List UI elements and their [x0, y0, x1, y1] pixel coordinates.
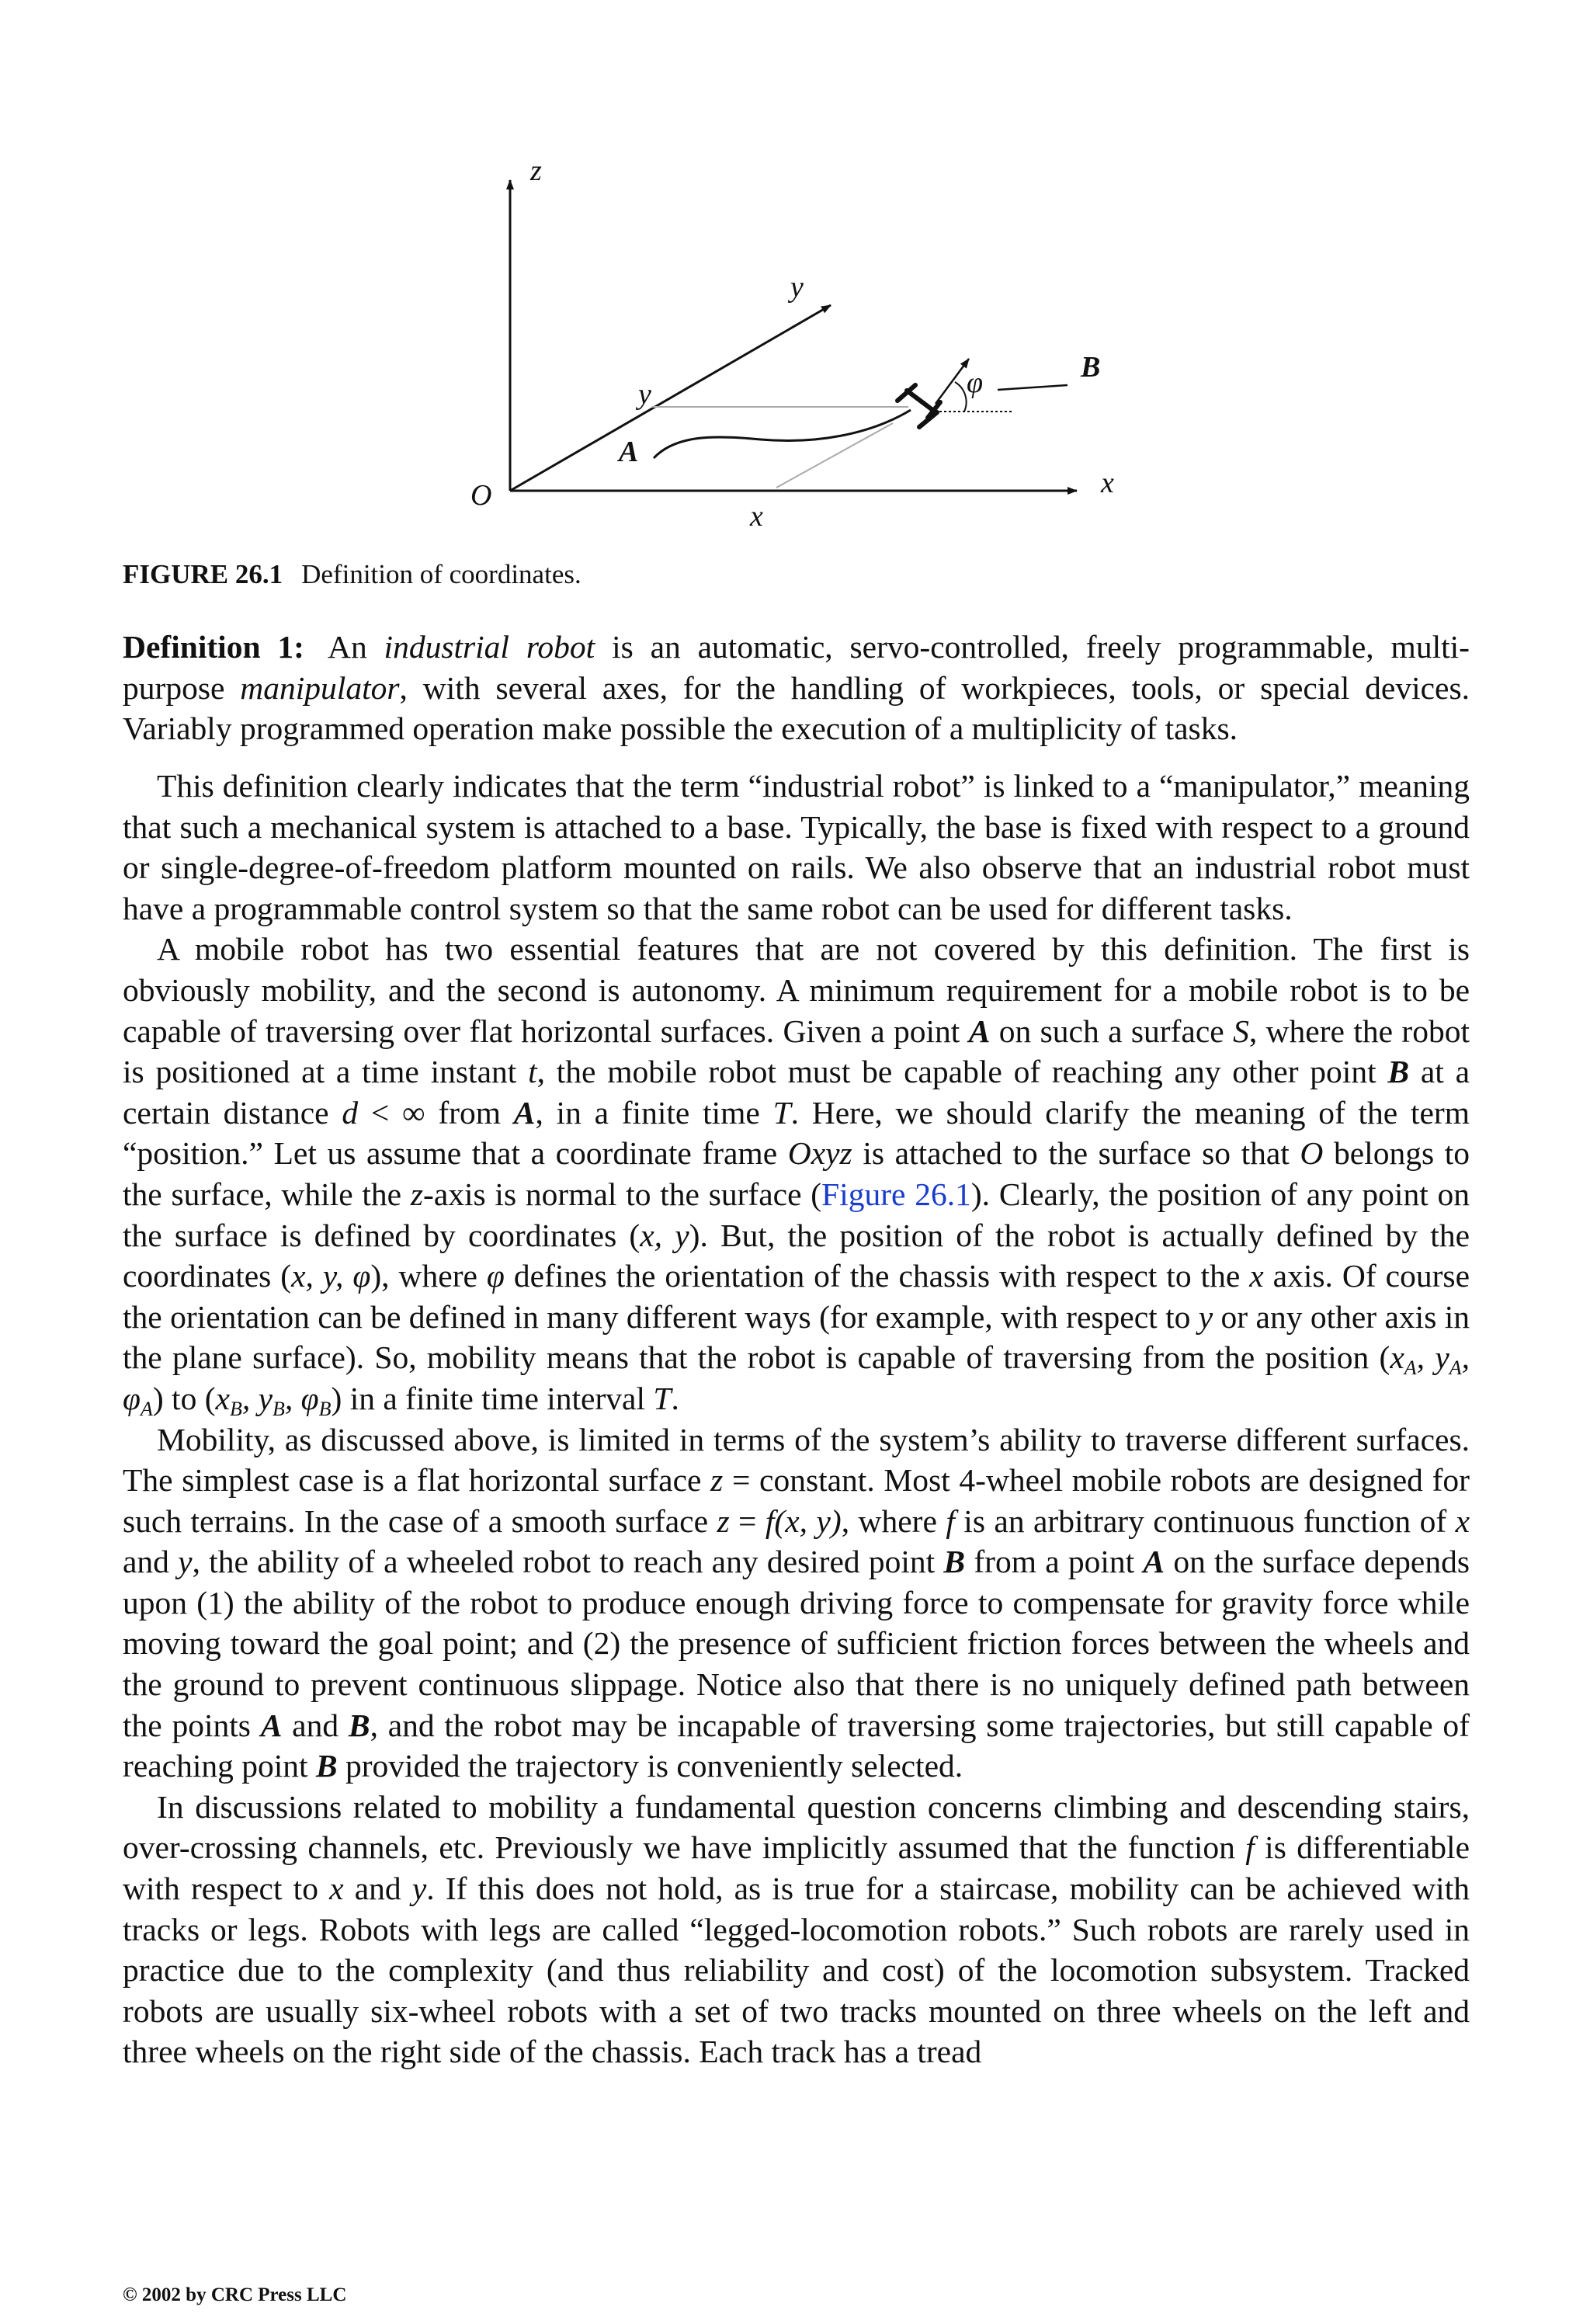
definition-emph: manipulator	[240, 669, 400, 706]
paragraph-2: A mobile robot has two essential features that are not covered by this definition. The first is obviously mobility, and the second is autonomy. A minimum requirement for a mobile robot is to be capable of traversing over flat horizontal surfaces. Given a point A on such a surface S, where the robot is positioned at a time instant t, the mobile robot must be capable of reaching any other point B at a certain distance d < ∞ from A, in a finite time T. Here, we should clarify the meaning of the term “position.” Let us assume that a coordinate frame Oxyz is attached to the surface so that O belongs to the surface, while the z-axis is normal to the surface (Figure 26.1). Clearly, the position of any point on the surface is defined by coordinates (x, y). But, the position of the robot is actually defined by the coordinates (x, y, φ), where φ defines the orientation of the chassis with respect to the x axis. Of course the orientation can be defined in many different ways (for example, with respect to y or any other axis in the plane surface). So, mobility means that the robot is capable of traversing from the position ($x_A$, $y_A$, $\varphi_A$) to ($x_B$, $y_B$, $\varphi_B$) in a finite time interval T.	[123, 931, 1470, 1420]
y-projection-label: y	[638, 378, 651, 411]
definition-emph: industrial robot	[384, 629, 595, 665]
angle-arc	[955, 382, 967, 412]
paragraph-1: This definition clearly indicates that the term “industrial robot” is linked to a “manipulator,” meaning that such a mechanical system is attached to a base. Typically, the base is fixed with respect to a ground or single-degree-of-freedom platform mounted on rails. We also observe that an industrial robot must have a programmable control system so that the same robot can be used for different tasks.	[123, 768, 1470, 926]
definition-block	[123, 627, 1470, 749]
x-projection-line	[776, 423, 893, 488]
figure-link[interactable]: Figure 26.1	[821, 1176, 971, 1212]
coordinate-figure	[0, 0, 1590, 544]
x-projection-label: x	[750, 500, 763, 533]
origin-label: O	[470, 479, 492, 512]
definition-text: is an automatic, servo-controlled, freely programmable, multi-purpose	[123, 629, 1470, 706]
y-axis	[510, 305, 831, 491]
point-b-label: B	[1081, 351, 1101, 384]
figure-caption	[123, 558, 581, 592]
definition-text: An	[327, 629, 384, 665]
point-a-label: A	[619, 436, 639, 468]
paragraph-4: In discussions related to mobility a fundamental question concerns climbing and descending stairs, over-crossing channels, etc. Previously we have implicitly assumed that the function f is differentiable with respect to x and y. If this does not hold, as is true for a staircase, mobility can be achieved with tracks or legs. Robots with legs are called “legged-locomotion robots.” Such robots are rarely used in practice due to the complexity (and thus reliability and cost) of the locomotion subsystem. Tracked robots are usually six-wheel robots with a set of two tracks mounted on three wheels on the left and three wheels on the right side of the chassis. Each track has a tread	[123, 1788, 1470, 2070]
definition-term: Definition 1:	[123, 629, 304, 665]
copyright-footer: © 2002 by CRC Press LLC	[123, 2284, 347, 2305]
phi-label: φ	[967, 366, 984, 399]
body-text	[123, 766, 1470, 2072]
heading-arrow	[936, 359, 969, 404]
x-axis-label: x	[1101, 467, 1114, 499]
figure-caption-text: Definition of coordinates.	[301, 559, 581, 589]
y-axis-label: y	[790, 271, 804, 304]
paragraph-3: Mobility, as discussed above, is limited in terms of the system’s ability to traverse different surfaces. The simplest case is a flat horizontal surface z = constant. Most 4-wheel mobile robots are designed for such terrains. In the case of a smooth surface z = f(x, y), where f is an arbitrary continuous function of x and y, the ability of a wheeled robot to reach any desired point B from a point A on the surface depends upon (1) the ability of the robot to produce enough driving force to compensate for gravity force while moving toward the goal point; and (2) the presence of sufficient friction forces between the wheels and the ground to prevent continuous slippage. Notice also that there is no uniquely defined path between the points A and B, and the robot may be incapable of traversing some trajectories, but still capable of reaching point B provided the trajectory is conveniently selected.	[123, 1421, 1470, 1784]
b-leader-line	[998, 385, 1068, 390]
figure-number: FIGURE 26.1	[123, 559, 283, 589]
definition-text: , with several axes, for the handling of workpieces, tools, or special devices. Variably programmed operation make possible the execution of a multiplicity of tasks.	[123, 669, 1470, 747]
z-axis-label: z	[530, 155, 542, 187]
